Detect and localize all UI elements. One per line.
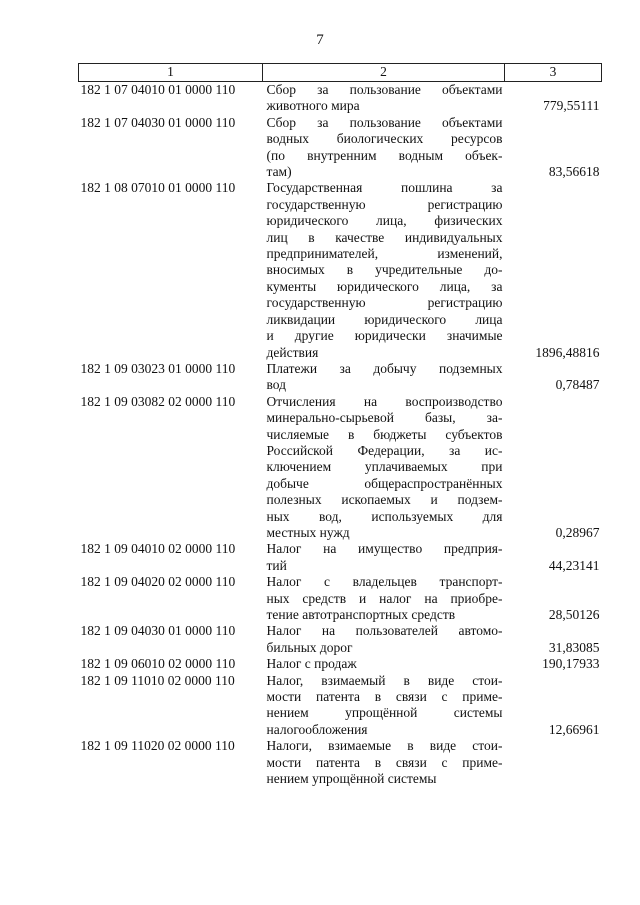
classification-code: 182 1 07 04030 01 0000 110 [80,114,236,130]
description-line: Сбор за пользование объектами [266,82,503,97]
revenue-description [263,656,505,672]
description-line: тение автотранспортных средств [266,607,456,622]
amount: 0,78487 [555,377,600,393]
description-line: Налог, взимаемый в виде стои- [266,672,503,688]
amount: 44,23141 [548,557,600,573]
amount [505,738,602,787]
revenue-description [263,738,505,787]
classification-code: 182 1 09 11020 02 0000 110 [80,738,235,754]
amount: 0,28967 [555,524,600,540]
description-line: (по внутренним водным объек- [266,147,503,163]
revenue-description [263,574,505,623]
classification-code: 182 1 09 04010 02 0000 110 [80,541,236,557]
amount: 190,17933 [542,656,600,672]
revenue-description [263,361,505,394]
column-header-2: 2 [263,64,505,82]
table-header-row [79,64,602,82]
classification-code: 182 1 09 11010 02 0000 110 [80,672,235,688]
column-header-1: 1 [79,64,263,82]
description-line: ных вод, используемых для [266,508,503,524]
description-line: налогообложения [266,721,368,737]
description-line: и другие юридически значимые [266,328,503,344]
table-row [79,623,602,656]
description-line: юридического лица, физических [266,213,503,229]
description-line: Платежи за добычу подземных [266,360,503,376]
table-row [79,656,602,672]
classification-code: 182 1 09 03082 02 0000 110 [80,393,236,409]
table-row [79,361,602,394]
table-row [79,574,602,623]
revenue-description [263,115,505,181]
table-row [79,673,602,739]
description-line: числяемые в бюджеты субъектов [266,426,503,442]
description-line: мости патента в связи с приме- [266,754,503,770]
table-body [79,82,602,788]
description-line: Налог с владельцев транспорт- [266,574,503,590]
description-line: Сбор за пользование объектами [266,114,503,130]
description-line: вносимых в учредительные до- [266,262,503,278]
amount: 28,50126 [548,607,600,622]
revenue-table [78,63,602,787]
amount: 1896,48816 [535,344,600,360]
description-line: Налог на пользователей автомо- [266,623,503,639]
description-line: минерально-сырьевой базы, за- [266,410,503,426]
classification-code: 182 1 07 04010 01 0000 110 [80,82,236,97]
table-row [79,115,602,181]
classification-code: 182 1 09 03023 01 0000 110 [80,360,236,376]
revenue-description [263,82,505,115]
classification-code: 182 1 08 07010 01 0000 110 [80,180,236,196]
table-row [79,180,602,360]
description-line: местных нужд [266,524,350,540]
page-number: 7 [316,32,324,48]
description-line: полезных ископаемых и подзем- [266,492,503,508]
description-line: ликвидации юридического лица [266,311,503,327]
revenue-description [263,541,505,574]
description-line: государственную регистрацию [266,196,503,212]
classification-code: 182 1 09 04030 01 0000 110 [80,623,236,639]
description-line: Налог на имущество предприя- [266,541,503,557]
classification-code: 182 1 09 04020 02 0000 110 [80,574,236,590]
column-header-3: 3 [505,64,602,82]
description-line: животного мира [266,98,360,114]
description-line: Отчисления на воспроизводство [266,393,503,409]
revenue-description [263,180,505,360]
description-line: кументы юридического лица, за [266,278,503,294]
description-line: добыче общераспространённых [266,475,503,491]
description-line: водных биологических ресурсов [266,131,503,147]
description-line: ных средств и налог на приобре- [266,590,503,606]
description-line: там) [266,164,292,180]
revenue-description [263,394,505,542]
description-line: государственную регистрацию [266,295,503,311]
description-line: ключением уплачиваемых при [266,459,503,475]
amount: 31,83085 [548,639,600,655]
description-line: мости патента в связи с приме- [266,689,503,705]
description-line: лиц в качестве индивидуальных [266,229,503,245]
amount: 12,66961 [548,721,600,737]
table-row [79,394,602,542]
table-row [79,541,602,574]
description-line: нением упрощённой системы [266,771,437,787]
amount: 779,55111 [543,98,600,114]
amount: 83,56618 [548,164,600,180]
description-line: предпринимателей, изменений, [266,246,503,262]
description-line: нением упрощённой системы [266,705,503,721]
classification-code: 182 1 09 06010 02 0000 110 [80,656,236,672]
table-row [79,738,602,787]
description-line: тий [266,557,287,573]
revenue-description [263,673,505,739]
revenue-description [263,623,505,656]
description-line: Налоги, взимаемые в виде стои- [266,738,503,754]
description-line: Налог с продаж [266,656,357,672]
description-line: вод [266,377,287,393]
description-line: бильных дорог [266,639,353,655]
description-line: действия [266,344,319,360]
description-line: Российской Федерации, за ис- [266,442,503,458]
table-row [79,82,602,115]
description-line: Государственная пошлина за [266,180,503,196]
